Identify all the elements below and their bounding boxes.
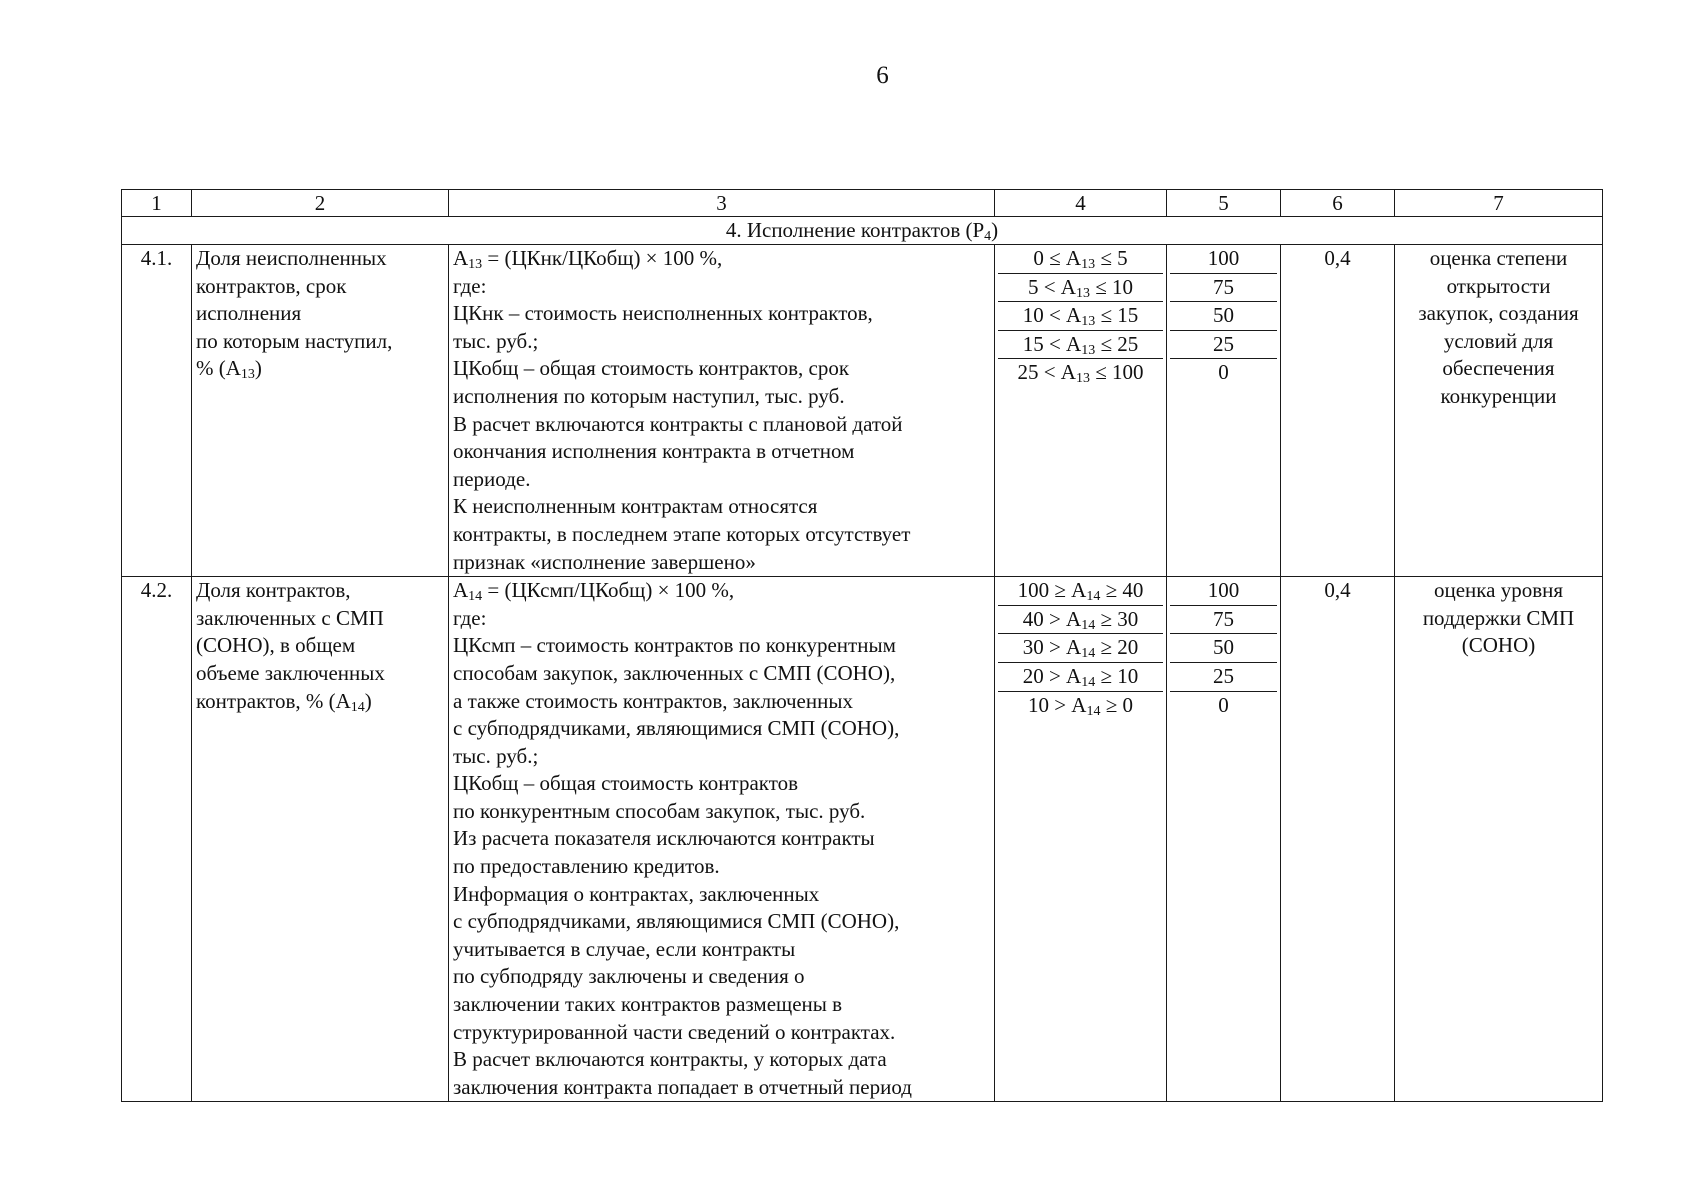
- description-line: периоде.: [453, 466, 531, 491]
- column-number-header: 5: [1167, 190, 1281, 217]
- score-value: 100: [1170, 577, 1277, 606]
- score-value: 75: [1170, 606, 1277, 635]
- purpose-line: (СОНО): [1461, 633, 1536, 658]
- section-title: [122, 217, 1603, 245]
- description-line: В расчет включаются контракты, у которых дата: [453, 1047, 887, 1072]
- calculation-method: [449, 245, 995, 577]
- column-number-header: 3: [449, 190, 995, 217]
- value-range: [998, 274, 1163, 303]
- description-line: заключения контракта попадает в отчетный период: [453, 1074, 912, 1099]
- indicator-name-line: исполнения: [196, 301, 302, 326]
- description-line: ЦКсмп – стоимость контрактов по конкурентным: [453, 633, 896, 658]
- description-line: структурированной части сведений о контрактах.: [453, 1019, 896, 1044]
- range-right: ≥ 10: [1095, 663, 1139, 688]
- indicator-name-text: контрактов, % (А: [196, 688, 351, 713]
- description-line: признак «исполнение завершено»: [453, 549, 756, 574]
- range-left: 40 > А: [1022, 606, 1082, 631]
- section-title-suffix: ): [991, 218, 999, 242]
- range-subscript: 14: [1086, 703, 1101, 719]
- indicator-name-suffix: ): [364, 688, 372, 713]
- value-range: [998, 663, 1163, 692]
- range-right: ≤ 25: [1095, 331, 1139, 356]
- formula-rest: = (ЦКсмп/ЦКобщ) × 100 %,: [482, 578, 735, 603]
- purpose-line: обеспечения: [1442, 356, 1555, 381]
- column-number-header: 7: [1395, 190, 1603, 217]
- range-left: 15 < А: [1022, 331, 1082, 356]
- range-right: ≥ 40: [1100, 578, 1144, 603]
- column-number-header: 6: [1281, 190, 1395, 217]
- range-right: ≤ 5: [1095, 246, 1128, 270]
- range-left: 20 > А: [1022, 663, 1082, 688]
- purpose-line: открытости: [1446, 273, 1551, 298]
- value-ranges: [995, 245, 1167, 577]
- indicator-name-suffix: ): [254, 356, 262, 381]
- score-value: 0: [1218, 692, 1229, 717]
- row-number: 4.1.: [122, 245, 192, 577]
- description-line: тыс. руб.;: [453, 328, 539, 353]
- weight-coefficient: 0,4: [1281, 245, 1395, 577]
- range-left: 25 < А: [1017, 360, 1076, 385]
- indicator-name-line: [196, 355, 444, 383]
- calculation-method: [449, 577, 995, 1102]
- range-right: ≥ 0: [1100, 692, 1134, 717]
- formula: [453, 245, 990, 273]
- score-value: 100: [1170, 245, 1277, 274]
- indicator-table: [121, 189, 1603, 1102]
- purpose-line: поддержки СМП: [1422, 605, 1575, 630]
- value-range: [998, 634, 1163, 663]
- section-title-subscript: 4: [984, 229, 992, 244]
- row-number: 4.2.: [122, 577, 192, 1102]
- purpose-line: условий для: [1443, 328, 1554, 353]
- purpose-line: оценка уровня: [1433, 578, 1564, 603]
- formula-subscript: 14: [468, 589, 483, 605]
- description-line: учитывается в случае, если контракты: [453, 936, 796, 961]
- range-right: ≥ 30: [1095, 606, 1139, 631]
- range-left: 100 ≥ А: [1017, 578, 1087, 603]
- column-number-header: 2: [192, 190, 449, 217]
- description-line: Информация о контрактах, заключенных: [453, 881, 820, 906]
- indicator-name-line: (СОНО), в общем: [196, 633, 356, 658]
- indicator-name-line: контрактов, срок: [196, 273, 347, 298]
- indicator-name-line: Доля контрактов,: [196, 578, 351, 603]
- formula-subscript: 13: [468, 257, 483, 272]
- score-value: 25: [1170, 331, 1277, 360]
- description-line: окончания исполнения контракта в отчетном: [453, 439, 855, 464]
- value-range: [998, 302, 1163, 331]
- purpose-line: конкуренции: [1440, 383, 1557, 408]
- description-line: с субподрядчиками, являющимися СМП (СОНО),: [453, 909, 900, 934]
- indicator-name-subscript: 14: [350, 699, 365, 715]
- range-subscript: 14: [1081, 617, 1096, 633]
- indicator-name-subscript: 13: [240, 367, 255, 383]
- range-left: 5 < А: [1027, 274, 1076, 299]
- description-line: контракты, в последнем этапе которых отсутствует: [453, 521, 911, 546]
- range-right: ≤ 15: [1095, 303, 1139, 328]
- score-value: 75: [1170, 274, 1277, 303]
- value-range: [998, 359, 1163, 387]
- description-line: ЦКнк – стоимость неисполненных контрактов,: [453, 301, 873, 326]
- formula-text: А: [453, 578, 469, 603]
- scores: [1167, 577, 1281, 1102]
- description-line: с субподрядчиками, являющимися СМП (СОНО),: [453, 716, 900, 741]
- description-line: заключении таких контрактов размещены в: [453, 992, 843, 1017]
- description-line: Из расчета показателя исключаются контракты: [453, 826, 875, 851]
- value-ranges: [995, 577, 1167, 1102]
- range-right: ≤ 100: [1089, 360, 1144, 385]
- formula-text: А: [453, 246, 469, 270]
- indicator-name: [192, 577, 449, 1102]
- range-left: 10 > А: [1027, 692, 1087, 717]
- indicator-name-line: заключенных с СМП: [196, 605, 384, 630]
- value-range: [998, 606, 1163, 635]
- description-line: где:: [453, 605, 487, 630]
- description-line: ЦКобщ – общая стоимость контрактов, срок: [453, 356, 850, 381]
- page-number: 6: [876, 62, 889, 89]
- range-subscript: 13: [1075, 371, 1090, 387]
- section-title-text: 4. Исполнение контрактов (Р: [725, 218, 985, 242]
- weight-coefficient: 0,4: [1281, 577, 1395, 1102]
- range-left: 0 ≤ А: [1033, 246, 1082, 270]
- range-subscript: 14: [1081, 674, 1096, 690]
- value-range: [998, 245, 1163, 274]
- description-line: исполнения по которым наступил, тыс. руб.: [453, 383, 845, 408]
- value-range: [998, 331, 1163, 360]
- formula: [453, 577, 990, 605]
- range-right: ≥ 20: [1095, 635, 1139, 660]
- description-line: по субподряду заключены и сведения о: [453, 964, 805, 989]
- description-line: способам закупок, заключенных с СМП (СОНО),: [453, 660, 896, 685]
- range-subscript: 13: [1075, 285, 1090, 301]
- column-number-header: 1: [122, 190, 192, 217]
- description-line: где:: [453, 273, 487, 298]
- description-line: по конкурентным способам закупок, тыс. руб.: [453, 798, 866, 823]
- indicator-name: [192, 245, 449, 577]
- range-left: 30 > А: [1022, 635, 1082, 660]
- indicator-name-line: [196, 688, 444, 716]
- indicator-purpose: [1395, 577, 1603, 1102]
- scores: [1167, 245, 1281, 577]
- formula-rest: = (ЦКнк/ЦКобщ) × 100 %,: [482, 246, 723, 270]
- indicator-name-text: % (А: [196, 356, 241, 381]
- score-value: 50: [1170, 634, 1277, 663]
- description-line: тыс. руб.;: [453, 743, 539, 768]
- range-subscript: 13: [1081, 314, 1096, 330]
- value-range: [998, 692, 1163, 720]
- range-subscript: 14: [1081, 646, 1096, 662]
- score-value: 50: [1170, 302, 1277, 331]
- column-number-header: 4: [995, 190, 1167, 217]
- range-right: ≤ 10: [1089, 274, 1134, 299]
- range-left: 10 < А: [1022, 303, 1082, 328]
- indicator-name-line: по которым наступил,: [196, 328, 393, 353]
- description-line: В расчет включаются контракты с плановой датой: [453, 411, 903, 436]
- column-number-header-row: [122, 190, 1603, 217]
- table-row: [122, 577, 1603, 1102]
- range-subscript: 13: [1081, 257, 1096, 272]
- indicator-name-line: Доля неисполненных: [196, 246, 387, 270]
- description-line: а также стоимость контрактов, заключенных: [453, 688, 853, 713]
- table-row: [122, 245, 1603, 577]
- value-range: [998, 577, 1163, 606]
- range-subscript: 14: [1086, 589, 1101, 605]
- range-subscript: 13: [1081, 342, 1096, 358]
- indicator-purpose: [1395, 245, 1603, 577]
- score-value: 0: [1218, 360, 1229, 385]
- description-line: ЦКобщ – общая стоимость контрактов: [453, 771, 799, 796]
- score-value: 25: [1170, 663, 1277, 692]
- purpose-line: оценка степени: [1429, 246, 1568, 270]
- section-title-row: [122, 217, 1603, 245]
- description-line: К неисполненным контрактам относятся: [453, 494, 818, 519]
- indicator-name-line: объеме заключенных: [196, 660, 385, 685]
- purpose-line: закупок, создания: [1418, 301, 1579, 326]
- description-line: по предоставлению кредитов.: [453, 854, 720, 879]
